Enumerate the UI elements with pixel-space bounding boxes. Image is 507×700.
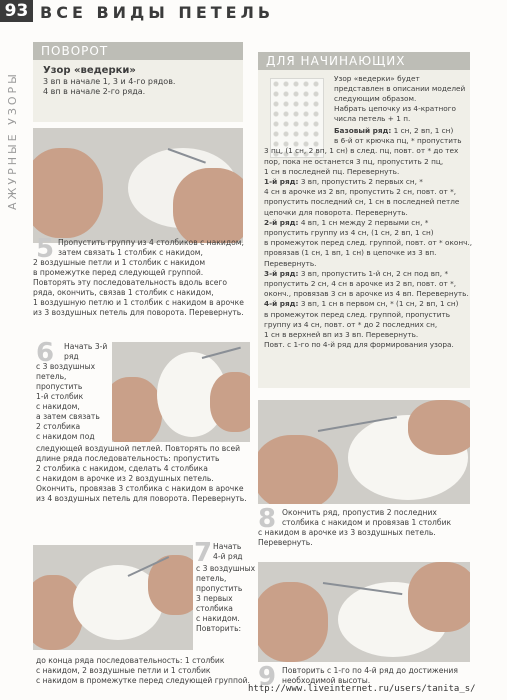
- step-8-number: 8: [258, 504, 277, 534]
- step-5-line: в промежутке перед следующей группой.: [33, 268, 204, 277]
- intro-line: представлен в описании моделей: [334, 84, 466, 93]
- row3-line: пропустить 2 сн, 4 сн в арочке из 2 вп, повт. от *,: [264, 279, 457, 289]
- base-row-line: в 6-й от крючка пц, * пропустить: [334, 136, 462, 146]
- step-9-number: 9: [258, 662, 277, 692]
- intro-line: следующим образом.: [334, 94, 417, 103]
- row1-line: 4 сн в арочке из 2 вп, пропустить 2 сн, повт. от *,: [264, 187, 457, 197]
- step-7-photo: [33, 545, 193, 650]
- povorot-box: [33, 42, 243, 122]
- step-8-line: Окончить ряд, пропустив 2 последних: [282, 508, 437, 517]
- step-6-line: длине ряда последовательность: пропустить: [36, 454, 220, 463]
- row4-label: 4-й ряд:: [264, 299, 299, 309]
- step-5-line: Повторять эту последовательность вдоль всего: [33, 278, 228, 287]
- step-5-number: 5: [36, 234, 55, 264]
- page-title: ВСЕ ВИДЫ ПЕТЕЛЬ: [40, 3, 275, 22]
- watermark-url: http://www.liveinternet.ru/users/tanita_s/: [248, 684, 476, 694]
- step-6-number: 6: [36, 338, 55, 368]
- row4-line: группу из 4 сн, повт. от * до 2 последних сн,: [264, 319, 438, 329]
- step-8-line: Перевернуть.: [258, 538, 313, 547]
- row3-line: 3 вп, пропустить 1-й сн, 2 сн под вп, *: [300, 268, 449, 278]
- beginners-header: ДЛЯ НАЧИНАЮЩИХ: [258, 52, 470, 70]
- step-7-line: Повторить:: [196, 624, 242, 633]
- step-6-line: с накидом под: [36, 432, 95, 441]
- step-6-line: 1-й столбик: [36, 392, 84, 401]
- step-6-line: ряд: [64, 352, 79, 361]
- base-row-line: 1 сн, 2 вп, 1 сн): [393, 126, 454, 135]
- row2-line: в промежуток перед след. группой, повт. от * оконч.,: [264, 238, 473, 248]
- row2-line: Перевернуть.: [264, 258, 317, 268]
- step-7-line: столбика: [196, 604, 233, 613]
- step-5-line: 1 воздушную петлю и 1 столбик с накидом в арочке: [33, 298, 244, 307]
- povorot-line-2: 4 вп в начале 2-го ряда.: [43, 87, 146, 96]
- step-7-line: до конца ряда последовательность: 1 столбик: [36, 656, 225, 665]
- intro-line: Набрать цепочку из 4-кратного: [334, 104, 456, 113]
- row1-line: 3 вп, пропустить 2 первых сн, *: [300, 177, 423, 187]
- step-6-line: с накидом в арочке из 2 воздушных петель.: [36, 474, 214, 483]
- row4-line: в промежуток перед след. группой, пропустить: [264, 309, 451, 319]
- row3-line: оконч., провязав 3 сн в арочке из 4 вп. Перевернуть.: [264, 289, 469, 299]
- row1-line: пропустить последний сн, 1 сн в последней петле: [264, 197, 460, 207]
- base-row-line: 3 пц, (1 сн, 2 вп, 1 сн) в след. пц, повт. от * до тех: [264, 146, 459, 156]
- step-7-line: с накидом.: [196, 614, 240, 623]
- beginners-box: [258, 52, 473, 388]
- row2-line: 4 вп, 1 сн между 2 первыми сн, *: [300, 217, 429, 227]
- step-9-photo: [258, 562, 470, 662]
- row2-line: провязав (1 сн, 1 вп, 1 сн) в цепочке из 3 вп.: [264, 248, 437, 258]
- step-7-line: пропустить: [196, 584, 243, 593]
- step-5-line: затем связать 1 столбик с накидом,: [58, 248, 203, 257]
- page-number: 93: [0, 0, 33, 22]
- step-6-line: из 4 воздушных петель для поворота. Перевернуть.: [36, 494, 247, 503]
- step-7-line: Начать: [213, 542, 242, 551]
- step-6-line: 2 столбика с накидом, сделать 4 столбика: [36, 464, 208, 473]
- povorot-line-1: 3 вп в начале 1, 3 и 4-го рядов.: [43, 77, 176, 86]
- step-8-line: столбика с накидом и провязав 1 столбик: [282, 518, 452, 527]
- row2-line: пропустить группу из 4 сн, (1 сн, 2 вп, 1 сн): [264, 228, 434, 238]
- row1-label: 1-й ряд:: [264, 177, 299, 187]
- step-6-line: Начать 3-й: [64, 342, 108, 351]
- row1-line: цепочки для поворота. Перевернуть.: [264, 207, 408, 217]
- row4-line: 1 сн в верхней вп из 3 вп. Перевернуть.: [264, 330, 419, 340]
- step-6-line: следующей воздушной петлей. Повторять по всей: [36, 444, 241, 453]
- repeat-instruction: Повт. с 1-го по 4-й ряд для формирования узора.: [264, 340, 454, 350]
- base-row-label: Базовый ряд:: [334, 126, 392, 135]
- step-4-photo: [33, 128, 243, 243]
- step-7-line: с 3 воздушных: [196, 564, 256, 573]
- step-5-line: 2 воздушные петли и 1 столбик с накидом: [33, 258, 206, 267]
- step-6-line: 2 столбика: [36, 422, 81, 431]
- step-6-line: с накидом,: [36, 402, 80, 411]
- row2-label: 2-й ряд:: [264, 217, 299, 227]
- intro-line: числа петель + 1 п.: [334, 114, 411, 123]
- step-6-photo: [112, 342, 250, 442]
- step-9-line: Повторить с 1-го по 4-й ряд до достижения: [282, 666, 458, 675]
- step-9-line: необходимой высоты.: [282, 676, 371, 685]
- row3-label: 3-й ряд:: [264, 268, 299, 278]
- step-8-photo: [258, 400, 470, 504]
- step-5-line: из 3 воздушных петель для поворота. Перевернуть.: [33, 308, 244, 317]
- step-6-line: Окончить, провязав 3 столбика с накидом в арочке: [36, 484, 244, 493]
- step-6-line: пропустить: [36, 382, 83, 391]
- step-7-line: с накидом, 2 воздушные петли и 1 столбик: [36, 666, 211, 675]
- step-5-line: ряда, окончить, связав 1 столбик с накидом,: [33, 288, 214, 297]
- step-8-line: с накидом в арочке из 3 воздушных петель.: [258, 528, 436, 537]
- intro-line: Узор «ведерки» будет: [334, 74, 420, 83]
- step-6-line: петель,: [36, 372, 67, 381]
- step-7-line: 4-й ряд: [213, 552, 243, 561]
- step-7-line: с накидом в промежутке перед следующей группой.: [36, 676, 250, 685]
- step-6-line: а затем связать: [36, 412, 100, 421]
- povorot-header: ПОВОРОТ: [33, 42, 243, 60]
- step-7-line: петель,: [196, 574, 227, 583]
- step-7-line: 3 первых: [196, 594, 233, 603]
- row4-line: 3 вп, 1 сн в первом сн, * (1 сн, 2 вп, 1 сн): [300, 299, 459, 309]
- step-5-line: Пропустить группу из 4 столбиков с накидом,: [58, 238, 244, 247]
- step-7-number: 7: [194, 538, 213, 568]
- base-row-line: пор, пока не останется 3 пц, пропустить 2 пц,: [264, 156, 444, 166]
- base-row-line: 1 сн в последней пц. Перевернуть.: [264, 166, 400, 176]
- povorot-subtitle: Узор «ведерки»: [43, 65, 136, 76]
- step-6-line: с 3 воздушных: [36, 362, 96, 371]
- side-section-label: АЖУРНЫЕ УЗОРЫ: [6, 71, 19, 210]
